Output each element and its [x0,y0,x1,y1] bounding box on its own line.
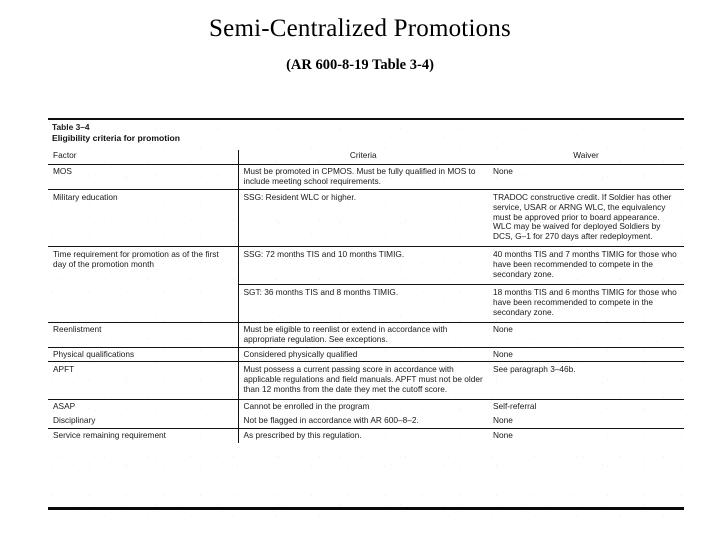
table-top-rule [48,118,684,120]
table-row [48,362,684,400]
table-caption [52,122,352,144]
table-row [48,414,684,428]
cell-criteria: As prescribed by this regulation. [238,428,488,442]
cell-factor: Time requirement for promotion as of the first day of the promotion month [48,247,238,285]
cell-factor: ASAP [48,400,238,414]
cell-factor: Physical qualifications [48,347,238,362]
table-row [48,164,684,189]
cell-factor: Service remaining requirement [48,428,238,442]
eligibility-criteria-table [48,150,684,443]
cell-factor: Military education [48,189,238,247]
cell-waiver: Self-referral [488,400,684,414]
cell-criteria: Not be flagged in accordance with AR 600–8–2. [243,415,419,426]
cell-criteria: Cannot be enrolled in the program [238,400,488,414]
cell-factor: Disciplinary [48,414,238,428]
cell-waiver: TRADOC constructive credit. If Soldier has other service, USAR or ARNG WLC, the equivalency must be approved prior to board appearance. WLC may be waived for deployed Soldiers by DCS, G–1 for 270 days after redeployment. [488,189,684,247]
cell-factor: Reenlistment [48,322,238,347]
cell-waiver: None [488,347,684,362]
column-header-waiver: Waiver [488,150,684,164]
cell-criteria: SGT: 36 months TIS and 8 months TIMIG. [238,284,488,322]
table-row [48,347,684,362]
table-body [48,164,684,442]
table-row [48,189,684,247]
cell-waiver: None [488,322,684,347]
cell-waiver: See paragraph 3–46b. [488,362,684,400]
cell-criteria: SSG: 72 months TIS and 10 months TIMIG. [238,247,488,285]
cell-criteria: Must be promoted in CPMOS. Must be fully qualified in MOS to include meeting school requirements. [243,165,476,186]
column-header-criteria: Criteria [238,150,488,164]
table-row [48,400,684,414]
cell-criteria: Must be eligible to reenlist or extend in accordance with appropriate regulation. See exceptions. [238,322,488,347]
cell-factor [48,284,238,322]
column-header-factor: Factor [48,150,238,164]
cell-factor: MOS [48,164,238,189]
page-title: Semi-Centralized Promotions [209,15,511,42]
scanned-table-figure [48,112,684,522]
table-row [48,322,684,347]
cell-criteria: Must possess a current passing score in accordance with applicable regulations and field manuals. APFT must not be older than 12 months from the date they met the cutoff score. [238,362,488,400]
cell-waiver: 18 months TIS and 6 months TIMIG for those who have been recommended to compete in the secondary zone. [488,284,684,322]
cell-criteria: Considered physically qualified [238,347,488,362]
cell-waiver: None [488,428,684,442]
table-header-row [48,150,684,164]
table-bottom-rule [48,507,684,510]
cell-criteria: SSG: Resident WLC or higher. [238,189,488,247]
table-row [48,247,684,285]
cell-waiver: None [493,165,513,176]
table-row [48,284,684,322]
table-caption-number: Table 3–4 [52,122,90,132]
table-row [48,428,684,442]
page-subtitle: (AR 600-8-19 Table 3-4) [286,57,434,73]
cell-waiver: 40 months TIS and 7 months TIMIG for those who have been recommended to compete in the secondary zone. [488,247,684,285]
table-caption-title: Eligibility criteria for promotion [52,133,180,143]
cell-factor: APFT [48,362,238,400]
cell-waiver: None [493,415,513,426]
